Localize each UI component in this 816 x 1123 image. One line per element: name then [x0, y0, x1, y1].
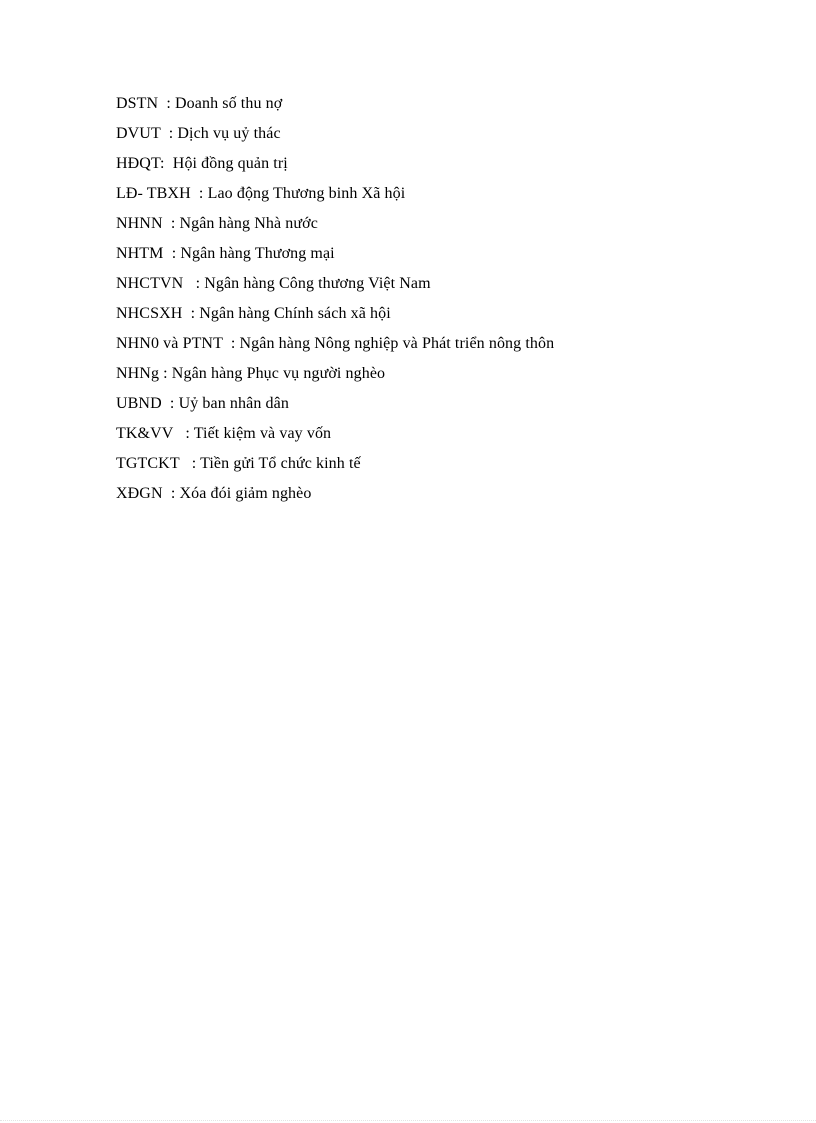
abbreviation-list	[116, 92, 554, 512]
abbreviation-entry-nhng: NHNg : Ngân hàng Phục vụ người nghèo	[116, 365, 386, 382]
abbreviation-entry-nhtm: NHTM : Ngân hàng Thương mại	[116, 245, 335, 262]
abbreviation-entry-tk-vv: TK&VV : Tiết kiệm và vay vốn	[116, 425, 332, 442]
abbreviation-entry-dvut: DVUT : Dịch vụ uỷ thác	[116, 125, 281, 142]
abbreviation-entry-xdgn: XĐGN : Xóa đói giảm nghèo	[116, 485, 312, 502]
abbreviation-entry-nhn0-ptnt: NHN0 và PTNT : Ngân hàng Nông nghiệp và Phát triển nông thôn	[116, 335, 555, 352]
abbreviation-entry-dstn: DSTN : Doanh số thu nợ	[116, 95, 283, 112]
abbreviation-entry-ld-tbxh: LĐ- TBXH : Lao động Thương binh Xã hội	[116, 185, 406, 202]
abbreviation-entry-nhcsxh: NHCSXH : Ngân hàng Chính sách xã hội	[116, 305, 391, 322]
abbreviation-entry-nhctvn: NHCTVN : Ngân hàng Công thương Việt Nam	[116, 275, 431, 292]
page-bottom-divider	[0, 1120, 816, 1121]
abbreviation-entry-hdqt: HĐQT: Hội đồng quản trị	[116, 155, 288, 172]
abbreviation-entry-tgtckt: TGTCKT : Tiền gửi Tổ chức kinh tế	[116, 455, 361, 472]
abbreviation-entry-nhnn: NHNN : Ngân hàng Nhà nước	[116, 215, 318, 232]
abbreviation-entry-ubnd: UBND : Uỷ ban nhân dân	[116, 395, 289, 412]
